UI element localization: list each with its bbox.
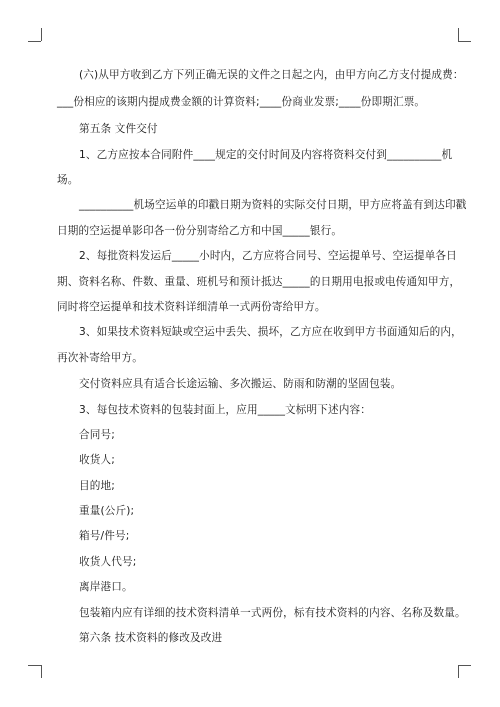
list-item: 重量(公斤);	[79, 505, 135, 517]
paragraph-line: (六)从甲方收到乙方下列正确无误的文件之日起之内，由甲方向乙方支付提成费：	[79, 69, 464, 81]
list-item: 离岸港口。	[79, 581, 133, 593]
paragraph-line: 2、每批资料发运后_____小时内，乙方应将合同号、空运提单号、空运提单各日	[79, 250, 457, 262]
list-item: 目的地;	[79, 480, 115, 492]
paragraph-line: __________机场空运单的印戳日期为资料的实际交付日期，甲方应将盖有到达印戳	[79, 199, 467, 211]
list-item: 收货人;	[79, 454, 115, 466]
paragraph-line: 日期的空运提单影印各一份分别寄给乙方和中国_____银行。	[57, 225, 343, 237]
paragraph-line: 同时将空运提单和技术资料详细清单一式两份寄给甲方。	[57, 301, 326, 313]
paragraph-line: 包装箱内应有详细的技术资料清单一式两份，标有技术资料的内容、名称及数量。	[79, 607, 466, 619]
list-item: 收货人代号;	[79, 556, 137, 568]
section-heading: 第五条 文件交付	[79, 123, 158, 135]
paragraph-line: ___份相应的该期内提成费金额的计算资料;____份商业发票;____份即期汇票。	[57, 96, 426, 108]
paragraph-line: 3、如果技术资料短缺或空运中丢失、损坏，乙方应在收到甲方书面通知后的内，	[79, 326, 462, 338]
list-item: 箱号/件号;	[79, 530, 130, 542]
paragraph-line: 场。	[57, 174, 79, 186]
paragraph-line: 期、资料名称、件数、重量、班机号和预计抵达_____的日期用电报或电传通知甲方，	[57, 276, 461, 288]
list-item: 合同号;	[79, 429, 115, 441]
paragraph-line: 1、乙方应按本合同附件____规定的交付时间及内容将资料交付到__________机	[79, 149, 453, 161]
section-heading: 第六条 技术资料的修改及改进	[79, 632, 223, 644]
paragraph-line: 交付资料应具有适合长途运输、多次搬运、防雨和防潮的坚固包装。	[79, 378, 402, 390]
paragraph-line: 再次补寄给甲方。	[57, 352, 143, 364]
paragraph-line: 3、每包技术资料的包装封面上，应用_____文标明下述内容：	[79, 404, 371, 416]
